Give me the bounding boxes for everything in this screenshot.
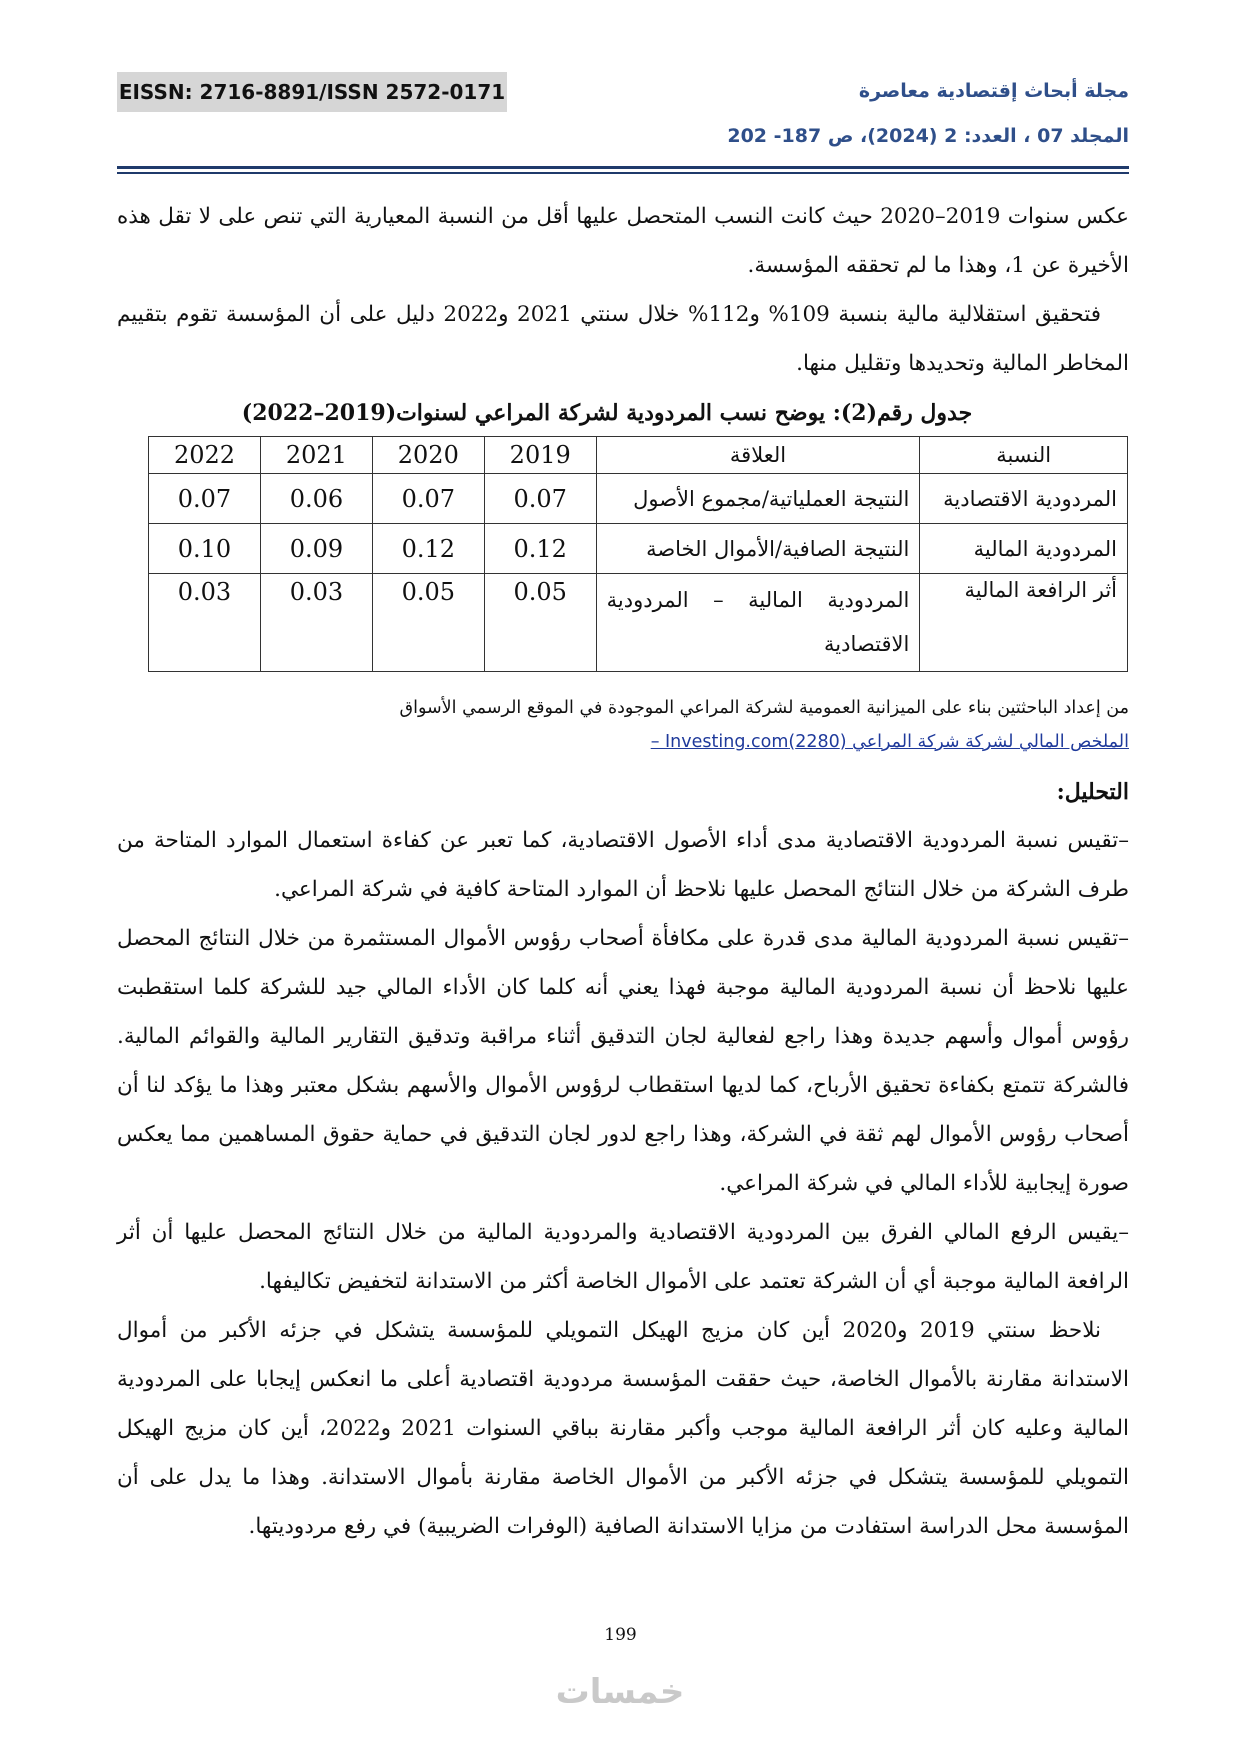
header-2019: 2019 xyxy=(484,437,596,474)
watermark-logo: خمسات xyxy=(555,1672,685,1712)
analysis-paragraph-1: –تقيس نسبة المردودية الاقتصادية مدى أداء الأصول الاقتصادية، كما تعبر عن كفاءة استعمال الموارد المتاحة من طرف الشركة من خلال النتائج المحصل عليها نلاحظ أن الموارد المتاحة كافية في شركة المراعي. xyxy=(117,828,1129,902)
table-row xyxy=(149,574,1128,672)
cell-2019: 0.12 xyxy=(484,524,596,574)
cell-2020: 0.07 xyxy=(372,474,484,524)
header-relation: العلاقة xyxy=(596,437,920,474)
row-relation: النتيجة الصافية/الأموال الخاصة xyxy=(596,524,920,574)
cell-2022: 0.07 xyxy=(149,474,261,524)
cell-2019: 0.07 xyxy=(484,474,596,524)
cell-2020: 0.05 xyxy=(372,574,484,672)
paragraph-1: عكس سنوات 2019–2020 حيث كانت النسب المتحصل عليها أقل من النسبة المعيارية التي تنص على لا تقل هذه الأخيرة عن 1، وهذا ما لم تحققه المؤسسة. xyxy=(117,204,1130,278)
cell-2021: 0.06 xyxy=(260,474,372,524)
profitability-table xyxy=(148,436,1128,672)
analysis-paragraph-4: نلاحظ سنتي 2019 و2020 أين كان مزيج الهيكل التمويلي للمؤسسة يتشكل في جزئه الأكبر من أموال الاستدانة مقارنة بالأموال الخاصة، حيث حققت المؤسسة مردودية اقتصادية أعلى ما انعكس إيجابا على المردودية المالية وعليه كان أثر الرافعة المالية موجب وأكبر مقارنة بباقي السنوات 2021 و2022، أين كان مزيج الهيكل التمويلي للمؤسسة يتشكل في جزئه الأكبر من الأموال الخاصة مقارنة بأموال الاستدانة. وهذا ما يدل على أن المؤسسة محل الدراسة استفادت من مزايا الاستدانة الصافية (الوفرات الضريبية) في رفع مردوديتها. xyxy=(117,1318,1129,1539)
source-link[interactable]: الملخص المالي لشركة شركة المراعي (2280)Investing.com – xyxy=(650,732,1129,752)
analysis-heading: التحليل: xyxy=(1056,779,1129,805)
header-2022: 2022 xyxy=(149,437,261,474)
row-label: المردودية الاقتصادية xyxy=(920,474,1128,524)
cell-2020: 0.12 xyxy=(372,524,484,574)
table-caption: جدول رقم(2): يوضح نسب المردودية لشركة المراعي لسنوات(2019–2022) xyxy=(241,400,973,426)
paragraph-2: فتحقيق استقلالية مالية بنسبة 109% و112% خلال سنتي 2021 و2022 دليل على أن المؤسسة تقوم بتقييم المخاطر المالية وتحديدها وتقليل منها. xyxy=(117,302,1129,376)
row-label: المردودية المالية xyxy=(920,524,1128,574)
cell-2022: 0.10 xyxy=(149,524,261,574)
header-rule-thin xyxy=(117,172,1129,174)
cell-2021: 0.03 xyxy=(260,574,372,672)
table-header-row xyxy=(149,437,1128,474)
journal-title: مجلة أبحاث إقتصادية معاصرة xyxy=(858,80,1129,102)
page-number: 199 xyxy=(604,1625,637,1645)
analysis-paragraph-2: –تقيس نسبة المردودية المالية مدى قدرة على مكافأة أصحاب رؤوس الأموال المستثمرة من خلال النتائج المحصل عليها نلاحظ أن نسبة المردودية المالية موجبة فهذا يعني أنه كلما كان الأداء المالي جيد للشركة كلما استقطبت رؤوس أموال وأسهم جديدة وهذا راجع لفعالية لجان التدقيق أثناء مراقبة وتدقيق التقارير المالية والقوائم المالية. فالشركة تتمتع بكفاءة تحقيق الأرباح، كما لديها استقطاب لرؤوس الأموال والأسهم بشكل معتبر وهذا ما يؤكد لنا أن أصحاب رؤوس الأموال لهم ثقة في الشركة، وهذا راجع لدور لجان التدقيق في حماية حقوق المساهمين مما يعكس صورة إيجابية للأداء المالي في شركة المراعي. xyxy=(117,926,1129,1196)
volume-info: المجلد 07 ، العدد: 2 (2024)، ص 187- 202 xyxy=(727,125,1129,147)
row-label: أثر الرافعة المالية xyxy=(920,574,1128,672)
cell-2022: 0.03 xyxy=(149,574,261,672)
header-rule-thick xyxy=(117,166,1129,169)
header-2021: 2021 xyxy=(260,437,372,474)
table-source: من إعداد الباحثتين بناء على الميزانية العمومية لشركة المراعي الموجودة في الموقع الرسمي الأسواق xyxy=(399,698,1129,718)
table-row xyxy=(149,524,1128,574)
analysis-paragraph-3: –يقيس الرفع المالي الفرق بين المردودية الاقتصادية والمردودية المالية من خلال النتائج المحصل عليها أن أثر الرافعة المالية موجبة أي أن الشركة تعتمد على الأموال الخاصة أكثر من الاستدانة لتخفيض تكاليفها. xyxy=(117,1220,1129,1294)
cell-2021: 0.09 xyxy=(260,524,372,574)
row-relation: النتيجة العملياتية/مجموع الأصول xyxy=(596,474,920,524)
header-ratio: النسبة xyxy=(920,437,1128,474)
cell-2019: 0.05 xyxy=(484,574,596,672)
table-row xyxy=(149,474,1128,524)
header-2020: 2020 xyxy=(372,437,484,474)
issn-box: EISSN: 2716-8891/ISSN 2572-0171 xyxy=(117,72,507,112)
row-relation: المردودية المالية – المردودية الاقتصادية xyxy=(596,574,920,672)
